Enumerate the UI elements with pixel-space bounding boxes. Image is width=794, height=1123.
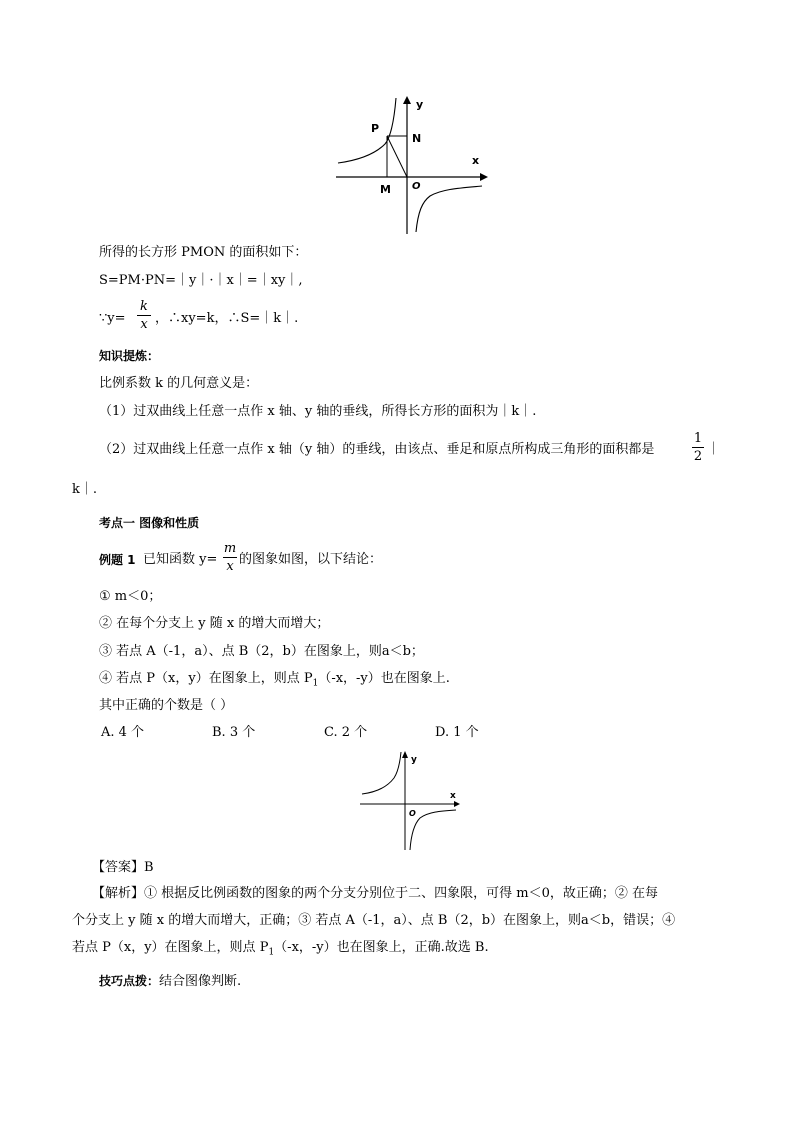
hyperbola-branch-upper-left [362, 752, 401, 794]
text-line-geometric-meaning: 比例系数 k 的几何意义是： [99, 376, 259, 391]
question-prompt: 其中正确的个数是（ ） [99, 698, 234, 713]
point-2-suffix: ｜ [707, 442, 721, 457]
y-axis-arrow [402, 751, 408, 758]
label-o: O [409, 809, 416, 818]
section-heading-graph-properties: 考点一 图像和性质 [99, 516, 200, 530]
statement-4-prefix: ④ 若点 P（x，y）在图象上，则点 P [99, 671, 313, 686]
since-y-prefix: ∵y= [99, 311, 126, 326]
answer-line: 【答案】B [92, 860, 154, 875]
statement-3: ③ 若点 A（-1，a）、点 B（2，b）在图象上，则a＜b； [99, 644, 424, 659]
fraction-denominator: 2 [693, 449, 703, 464]
point-2-text: （2）过双曲线上任意一点作 x 轴（y 轴）的垂线，由该点、垂足和原点所构成三角形的面积都是 [99, 442, 655, 457]
tip-text: 结合图像判断. [159, 974, 242, 989]
tip-label: 技巧点拨： [99, 974, 160, 988]
statement-2: ② 在每个分支上 y 随 x 的增大而增大； [99, 616, 330, 631]
fraction-denominator: x [140, 317, 148, 332]
option-c[interactable]: C. 2 个 [324, 725, 368, 740]
fraction-numerator: 1 [693, 431, 703, 446]
option-d[interactable]: D. 1 个 [435, 725, 479, 740]
fraction-denominator: x [226, 559, 234, 574]
label-m: M [380, 183, 391, 196]
label-y: y [416, 98, 424, 111]
option-b[interactable]: B. 3 个 [212, 725, 256, 740]
statement-1: ① m＜0； [99, 589, 162, 604]
example-1-stem [99, 540, 499, 580]
label-p: P [371, 122, 380, 135]
analysis-line-3-suffix: （-x，-y）也在图象上，正确.故选 B. [274, 940, 489, 955]
y-axis-arrow [403, 96, 411, 104]
label-n: N [412, 132, 422, 145]
knowledge-summary-heading: 知识提炼： [99, 349, 160, 363]
analysis-line-3-prefix: 若点 P（x，y）在图象上，则点 P [72, 940, 269, 955]
example-1-label: 例题 1 [99, 553, 136, 567]
hyperbola-branch-lower-right [410, 810, 456, 850]
hyperbola-branch-lower-right [416, 186, 482, 232]
analysis-line-2: 个分支上 y 随 x 的增大而增大，正确；③ 若点 A（-1，a）、点 B（2，b）在图象上，则a＜b，错误；④ [72, 913, 676, 928]
text-line-rectangle-area: 所得的长方形 PMON 的面积如下： [99, 245, 308, 260]
figure-hyperbola-rectangle [330, 92, 500, 238]
label-x: x [472, 154, 480, 167]
since-y-suffix: ，∴xy=k，∴S=｜k｜. [155, 311, 299, 326]
text-line-k-abs: k｜. [72, 482, 98, 497]
example-1-suffix: 的图象如图，以下结论： [239, 552, 383, 567]
segment-po [387, 136, 407, 177]
label-o: O [412, 181, 421, 192]
fraction-one-half [692, 432, 704, 463]
label-x: x [450, 791, 456, 801]
statement-4-suffix: （-x，-y）也在图象上. [318, 671, 450, 686]
option-a[interactable]: A. 4 个 [101, 725, 145, 740]
fraction-numerator: k [140, 299, 148, 314]
statement-4-subscript: 1 [312, 678, 319, 689]
example-1-prefix: 已知函数 y= [143, 552, 218, 567]
fraction-m-over-x [223, 542, 237, 573]
x-axis-arrow [454, 801, 460, 807]
fraction-k-over-x [137, 300, 151, 331]
text-line-area-formula: S=PM·PN=｜y｜·｜x｜=｜xy｜, [99, 273, 303, 288]
label-y: y [411, 755, 417, 765]
text-line-since-y [99, 298, 399, 338]
text-line-point-2 [99, 432, 729, 472]
figure-hyperbola-example [358, 748, 468, 852]
analysis-line-3 [72, 941, 489, 958]
x-axis-arrow [480, 173, 488, 181]
analysis-line-3-subscript: 1 [268, 947, 275, 958]
analysis-line-1: 【解析】① 根据反比例函数的图象的两个分支分别位于二、四象限，可得 m＜0，故正确；② 在每 [92, 886, 658, 901]
statement-4 [99, 672, 450, 689]
text-line-point-1: （1）过双曲线上任意一点作 x 轴、y 轴的垂线，所得长方形的面积为｜k｜. [99, 404, 537, 419]
fraction-numerator: m [223, 541, 237, 556]
tip-line [99, 975, 241, 988]
